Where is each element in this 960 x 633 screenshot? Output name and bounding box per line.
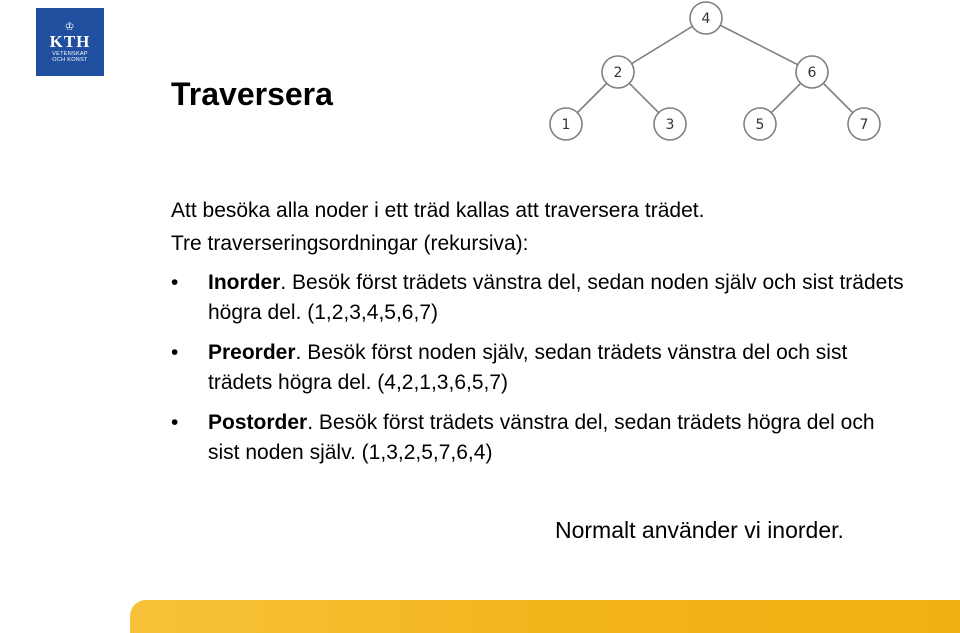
intro-text [171, 194, 704, 260]
closing-note: Normalt använder vi inorder. [555, 517, 844, 543]
crown-icon: ♔ [64, 20, 76, 33]
term-preorder: Preorder [208, 341, 296, 364]
logo-sub-2: OCH KONST [52, 56, 88, 63]
bullet: • [171, 341, 179, 364]
bullet: • [171, 411, 179, 434]
term-postorder: Postorder [208, 411, 308, 434]
tree-node-label-5: 5 [755, 117, 765, 133]
term-inorder: Inorder [208, 271, 281, 294]
desc-postorder: . Besök först trädets vänstra del, sedan trädets högra del och sist noden själv. (1,3,2,5,7,6,4) [208, 411, 875, 464]
list-item-inorder [171, 268, 911, 328]
logo-text: KTH [49, 31, 91, 51]
tree-node-label-1: 1 [561, 117, 571, 133]
desc-inorder: . Besök först trädets vänstra del, sedan noden själv och sist trädets högra del. (1,2,3,4,5,6,7) [208, 271, 904, 324]
slide-title: Traversera [171, 76, 333, 112]
edge-4-6 [706, 18, 812, 72]
desc-preorder: . Besök först noden själv, sedan trädets vänstra del och sist trädets högra del. (4,2,1,3,6,5,7) [208, 341, 848, 394]
intro-line-2: Tre traverseringsordningar (rekursiva): [171, 232, 529, 255]
logo-sub-1: VETENSKAP [52, 50, 88, 57]
tree-node-label-3: 3 [665, 117, 675, 133]
bullet: • [171, 271, 179, 294]
tree-node-label-4: 4 [701, 11, 711, 27]
binary-tree-diagram [530, 0, 890, 150]
intro-line-1: Att besöka alla noder i ett träd kallas att traversera trädet. [171, 199, 705, 222]
list-item-preorder [171, 338, 911, 398]
tree-node-label-6: 6 [807, 65, 817, 81]
traversal-list [171, 268, 911, 478]
footer-bar [130, 600, 960, 633]
tree-node-label-7: 7 [859, 117, 869, 133]
tree-node-label-2: 2 [613, 65, 623, 81]
kth-logo [36, 8, 104, 76]
list-item-postorder [171, 408, 911, 468]
